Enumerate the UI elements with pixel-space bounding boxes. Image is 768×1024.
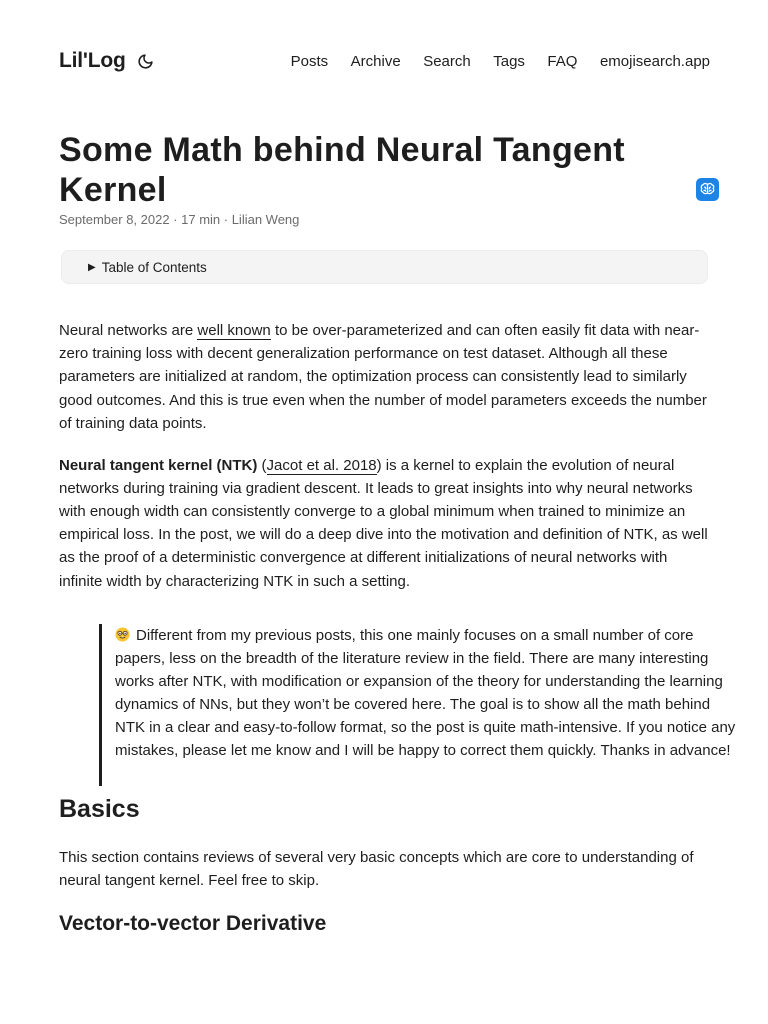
moon-icon[interactable]	[136, 51, 156, 71]
triangle-right-icon: ▶	[88, 261, 96, 273]
ntk-text: ) is a kernel to explain the evolution of neural networks during training via gradient descent. It leads to great insights into why neural networks with enough width can consistently converge to a global minimum when trained to minimize an empirical loss. In the post, we will do a deep dive into the motivation and definition of NTK, as well as the proof of a deterministic convergence at different initializations of neural networks with infinite width by characterizing NTK in such a setting.	[59, 456, 708, 590]
intro-text-start: Neural networks are	[59, 322, 198, 339]
post-content	[59, 319, 709, 611]
author-note-body: Different from my previous posts, this one mainly focuses on a small number of core papers, less on the breadth of the literature review in the field. There are many interesting works after NTK, with modification or expansion of the theory for understanding the learning dynamics of NNs, but they won’t be covered here. The goal is to show all the math behind NTK in a clear and easy-to-follow format, so the post is quite math-intensive. If you notice any mistakes, please let me know and I will be happy to correct them quickly. Thanks in advance!	[115, 627, 736, 759]
author-note-blockquote	[99, 624, 739, 786]
logo-group	[59, 49, 156, 73]
main-nav	[291, 53, 710, 70]
jacot-citation-link[interactable]: Jacot et al. 2018	[266, 456, 377, 474]
nav-tags-link[interactable]: Tags	[493, 52, 525, 70]
ntk-bold-term: Neural tangent kernel (NTK)	[59, 456, 258, 474]
nav-emojisearch-link[interactable]: emojisearch.app	[599, 52, 710, 70]
ntk-open-paren: (	[257, 456, 267, 474]
nav-archive-link[interactable]: Archive	[350, 52, 401, 70]
nav-posts-link[interactable]: Posts	[290, 52, 329, 70]
intro-paragraph	[59, 319, 709, 435]
site-header	[59, 40, 710, 82]
post-title: Some Math behind Neural Tangent Kernel	[59, 131, 625, 209]
basics-heading: Basics	[59, 795, 140, 823]
nav-search-link[interactable]: Search	[423, 52, 471, 70]
vector-derivative-heading: Vector-to-vector Derivative	[59, 912, 327, 935]
brain-icon	[696, 178, 719, 201]
basics-paragraph: This section contains reviews of several very basic concepts which are core to understanding of neural tangent kernel. Feel free to skip.	[59, 849, 694, 889]
well-known-link[interactable]: well known	[197, 322, 271, 339]
site-logo-link[interactable]: Lil'Log	[59, 49, 126, 72]
toc-label: Table of Contents	[101, 259, 207, 275]
nerd-face-emoji-icon	[115, 626, 130, 641]
author-note-text	[115, 624, 739, 762]
nav-faq-link[interactable]: FAQ	[547, 52, 578, 70]
intro-text-end: to be over-parameterized and can often easily fit data with near-zero training loss with decent generalization performance on test dataset. Although all these parameters are initialized at random, the optimization process can consistently lead to similarly good outcomes. And this is true even when the number of model parameters exceeds the number of training data points.	[59, 322, 707, 432]
ntk-paragraph	[59, 454, 709, 593]
table-of-contents-toggle[interactable]	[61, 250, 708, 284]
post-meta: September 8, 2022 · 17 min · Lilian Weng	[59, 212, 300, 227]
